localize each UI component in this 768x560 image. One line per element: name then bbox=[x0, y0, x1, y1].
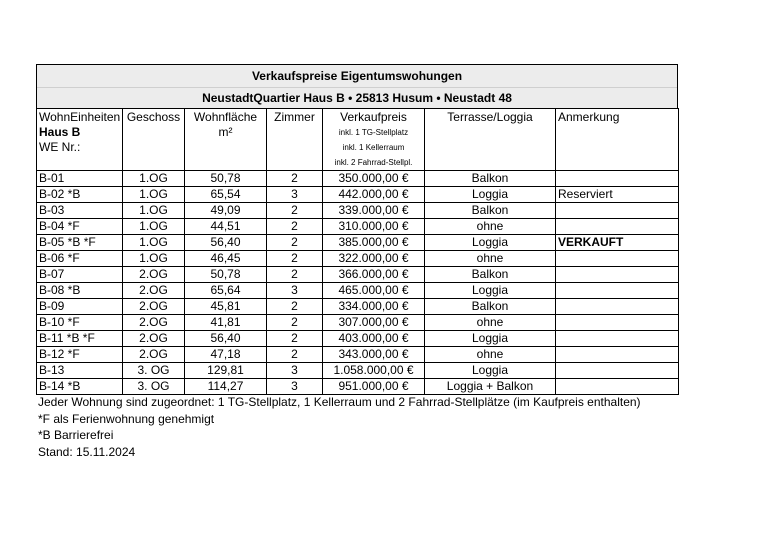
header-wohnflaeche-unit: m² bbox=[218, 125, 233, 139]
cell-verkaufspreis: 310.000,00 € bbox=[323, 219, 425, 235]
cell-terrasse: ohne bbox=[425, 251, 556, 267]
cell-we: B-02 *B bbox=[37, 187, 123, 203]
cell-anmerkung bbox=[556, 219, 679, 235]
header-we-line1: WohnEinheiten bbox=[39, 110, 121, 124]
cell-zimmer: 3 bbox=[267, 283, 323, 299]
cell-geschoss: 2.OG bbox=[123, 331, 185, 347]
note-ferienwohnung: *F als Ferienwohnung genehmigt bbox=[38, 411, 215, 426]
table-title: Verkaufspreise Eigentumswohungen bbox=[37, 65, 677, 88]
header-we bbox=[37, 109, 123, 171]
cell-wohnflaeche: 56,40 bbox=[185, 331, 267, 347]
cell-we: B-01 bbox=[37, 171, 123, 187]
cell-verkaufspreis: 339.000,00 € bbox=[323, 203, 425, 219]
cell-anmerkung bbox=[556, 267, 679, 283]
cell-anmerkung: VERKAUFT bbox=[556, 235, 679, 251]
cell-verkaufspreis: 1.058.000,00 € bbox=[323, 363, 425, 379]
cell-anmerkung bbox=[556, 299, 679, 315]
cell-we: B-04 *F bbox=[37, 219, 123, 235]
header-geschoss: Geschoss bbox=[123, 109, 185, 171]
cell-wohnflaeche: 41,81 bbox=[185, 315, 267, 331]
table-row bbox=[37, 171, 679, 187]
cell-zimmer: 2 bbox=[267, 171, 323, 187]
table-row bbox=[37, 219, 679, 235]
note-barrierefrei: *B Barrierefrei bbox=[38, 428, 114, 442]
table-row bbox=[37, 331, 679, 347]
cell-verkaufspreis: 334.000,00 € bbox=[323, 299, 425, 315]
table-body bbox=[37, 171, 679, 395]
cell-we: B-10 *F bbox=[37, 315, 123, 331]
cell-we: B-11 *B *F bbox=[37, 331, 123, 347]
cell-geschoss: 2.OG bbox=[123, 347, 185, 363]
footnotes bbox=[38, 394, 641, 460]
header-terrasse: Terrasse/Loggia bbox=[425, 109, 556, 171]
cell-zimmer: 2 bbox=[267, 203, 323, 219]
cell-anmerkung bbox=[556, 347, 679, 363]
cell-anmerkung bbox=[556, 251, 679, 267]
cell-geschoss: 1.OG bbox=[123, 171, 185, 187]
header-verkaufspreis-note-2: inkl. 1 Kellerraum bbox=[342, 143, 405, 152]
cell-we: B-06 *F bbox=[37, 251, 123, 267]
table-header-block bbox=[36, 64, 678, 108]
cell-wohnflaeche: 47,18 bbox=[185, 347, 267, 363]
cell-we: B-12 *F bbox=[37, 347, 123, 363]
cell-zimmer: 2 bbox=[267, 219, 323, 235]
cell-wohnflaeche: 65,54 bbox=[185, 187, 267, 203]
cell-geschoss: 1.OG bbox=[123, 251, 185, 267]
cell-wohnflaeche: 114,27 bbox=[185, 379, 267, 395]
cell-verkaufspreis: 403.000,00 € bbox=[323, 331, 425, 347]
cell-we: B-08 *B bbox=[37, 283, 123, 299]
cell-we: B-07 bbox=[37, 267, 123, 283]
cell-geschoss: 2.OG bbox=[123, 299, 185, 315]
cell-terrasse: Loggia bbox=[425, 187, 556, 203]
cell-geschoss: 1.OG bbox=[123, 235, 185, 251]
cell-wohnflaeche: 49,09 bbox=[185, 203, 267, 219]
cell-verkaufspreis: 385.000,00 € bbox=[323, 235, 425, 251]
table-row bbox=[37, 379, 679, 395]
header-verkaufspreis-note-3: inkl. 2 Fahrrad-Stellpl. bbox=[334, 158, 413, 167]
cell-terrasse: ohne bbox=[425, 219, 556, 235]
price-table bbox=[36, 108, 679, 395]
cell-wohnflaeche: 45,81 bbox=[185, 299, 267, 315]
header-we-line2: Haus B bbox=[39, 125, 81, 139]
cell-anmerkung bbox=[556, 379, 679, 395]
table-subtitle: NeustadtQuartier Haus B • 25813 Husum • Neustadt 48 bbox=[202, 91, 512, 105]
header-anmerkung: Anmerkung bbox=[556, 109, 679, 171]
cell-wohnflaeche: 56,40 bbox=[185, 235, 267, 251]
header-verkaufspreis-label: Verkaufpreis bbox=[340, 110, 407, 124]
cell-terrasse: ohne bbox=[425, 315, 556, 331]
cell-wohnflaeche: 129,81 bbox=[185, 363, 267, 379]
cell-terrasse: Loggia bbox=[425, 363, 556, 379]
cell-geschoss: 1.OG bbox=[123, 203, 185, 219]
cell-zimmer: 2 bbox=[267, 267, 323, 283]
header-zimmer: Zimmer bbox=[267, 109, 323, 171]
cell-verkaufspreis: 350.000,00 € bbox=[323, 171, 425, 187]
price-sheet bbox=[36, 64, 678, 395]
cell-anmerkung bbox=[556, 315, 679, 331]
cell-zimmer: 2 bbox=[267, 331, 323, 347]
table-row bbox=[37, 187, 679, 203]
cell-terrasse: Balkon bbox=[425, 299, 556, 315]
table-row bbox=[37, 267, 679, 283]
cell-anmerkung bbox=[556, 331, 679, 347]
header-verkaufspreis-note-1: inkl. 1 TG-Stellplatz bbox=[338, 128, 409, 137]
header-we-line3: WE Nr.: bbox=[39, 140, 81, 154]
cell-terrasse: Balkon bbox=[425, 171, 556, 187]
cell-wohnflaeche: 44,51 bbox=[185, 219, 267, 235]
cell-terrasse: Loggia bbox=[425, 235, 556, 251]
cell-anmerkung bbox=[556, 283, 679, 299]
cell-geschoss: 3. OG bbox=[123, 363, 185, 379]
cell-verkaufspreis: 465.000,00 € bbox=[323, 283, 425, 299]
cell-terrasse: Balkon bbox=[425, 203, 556, 219]
note-stand: Stand: 15.11.2024 bbox=[38, 444, 136, 459]
cell-we: B-05 *B *F bbox=[37, 235, 123, 251]
note-zuordnung: Jeder Wohnung sind zugeordnet: 1 TG-Stellplatz, 1 Kellerraum und 2 Fahrrad-Stellplätze (im Kaufpreis enthalten) bbox=[38, 395, 641, 409]
cell-anmerkung: Reserviert bbox=[556, 187, 679, 203]
cell-terrasse: Loggia bbox=[425, 283, 556, 299]
cell-zimmer: 3 bbox=[267, 363, 323, 379]
table-row bbox=[37, 347, 679, 363]
table-row bbox=[37, 299, 679, 315]
cell-geschoss: 1.OG bbox=[123, 187, 185, 203]
cell-we: B-13 bbox=[37, 363, 123, 379]
cell-verkaufspreis: 322.000,00 € bbox=[323, 251, 425, 267]
table-row bbox=[37, 363, 679, 379]
cell-wohnflaeche: 65,64 bbox=[185, 283, 267, 299]
cell-zimmer: 2 bbox=[267, 251, 323, 267]
cell-terrasse: ohne bbox=[425, 347, 556, 363]
cell-zimmer: 3 bbox=[267, 379, 323, 395]
cell-we: B-09 bbox=[37, 299, 123, 315]
cell-wohnflaeche: 46,45 bbox=[185, 251, 267, 267]
cell-zimmer: 2 bbox=[267, 235, 323, 251]
table-row bbox=[37, 251, 679, 267]
cell-zimmer: 2 bbox=[267, 299, 323, 315]
cell-verkaufspreis: 366.000,00 € bbox=[323, 267, 425, 283]
cell-geschoss: 2.OG bbox=[123, 315, 185, 331]
cell-terrasse: Loggia bbox=[425, 331, 556, 347]
table-row bbox=[37, 203, 679, 219]
table-row bbox=[37, 315, 679, 331]
cell-verkaufspreis: 343.000,00 € bbox=[323, 347, 425, 363]
cell-anmerkung bbox=[556, 171, 679, 187]
cell-verkaufspreis: 307.000,00 € bbox=[323, 315, 425, 331]
cell-wohnflaeche: 50,78 bbox=[185, 267, 267, 283]
cell-we: B-03 bbox=[37, 203, 123, 219]
table-row bbox=[37, 235, 679, 251]
cell-verkaufspreis: 951.000,00 € bbox=[323, 379, 425, 395]
cell-terrasse: Balkon bbox=[425, 267, 556, 283]
cell-anmerkung bbox=[556, 363, 679, 379]
column-header-row bbox=[37, 109, 679, 171]
cell-verkaufspreis: 442.000,00 € bbox=[323, 187, 425, 203]
header-verkaufspreis bbox=[323, 109, 425, 171]
cell-anmerkung bbox=[556, 203, 679, 219]
cell-geschoss: 2.OG bbox=[123, 283, 185, 299]
cell-terrasse: Loggia + Balkon bbox=[425, 379, 556, 395]
cell-geschoss: 1.OG bbox=[123, 219, 185, 235]
cell-we: B-14 *B bbox=[37, 379, 123, 395]
cell-zimmer: 2 bbox=[267, 347, 323, 363]
cell-wohnflaeche: 50,78 bbox=[185, 171, 267, 187]
cell-zimmer: 3 bbox=[267, 187, 323, 203]
cell-zimmer: 2 bbox=[267, 315, 323, 331]
header-wohnflaeche-line1: Wohnfläche bbox=[193, 110, 258, 124]
header-wohnflaeche bbox=[185, 109, 267, 171]
table-row bbox=[37, 283, 679, 299]
cell-geschoss: 2.OG bbox=[123, 267, 185, 283]
cell-geschoss: 3. OG bbox=[123, 379, 185, 395]
